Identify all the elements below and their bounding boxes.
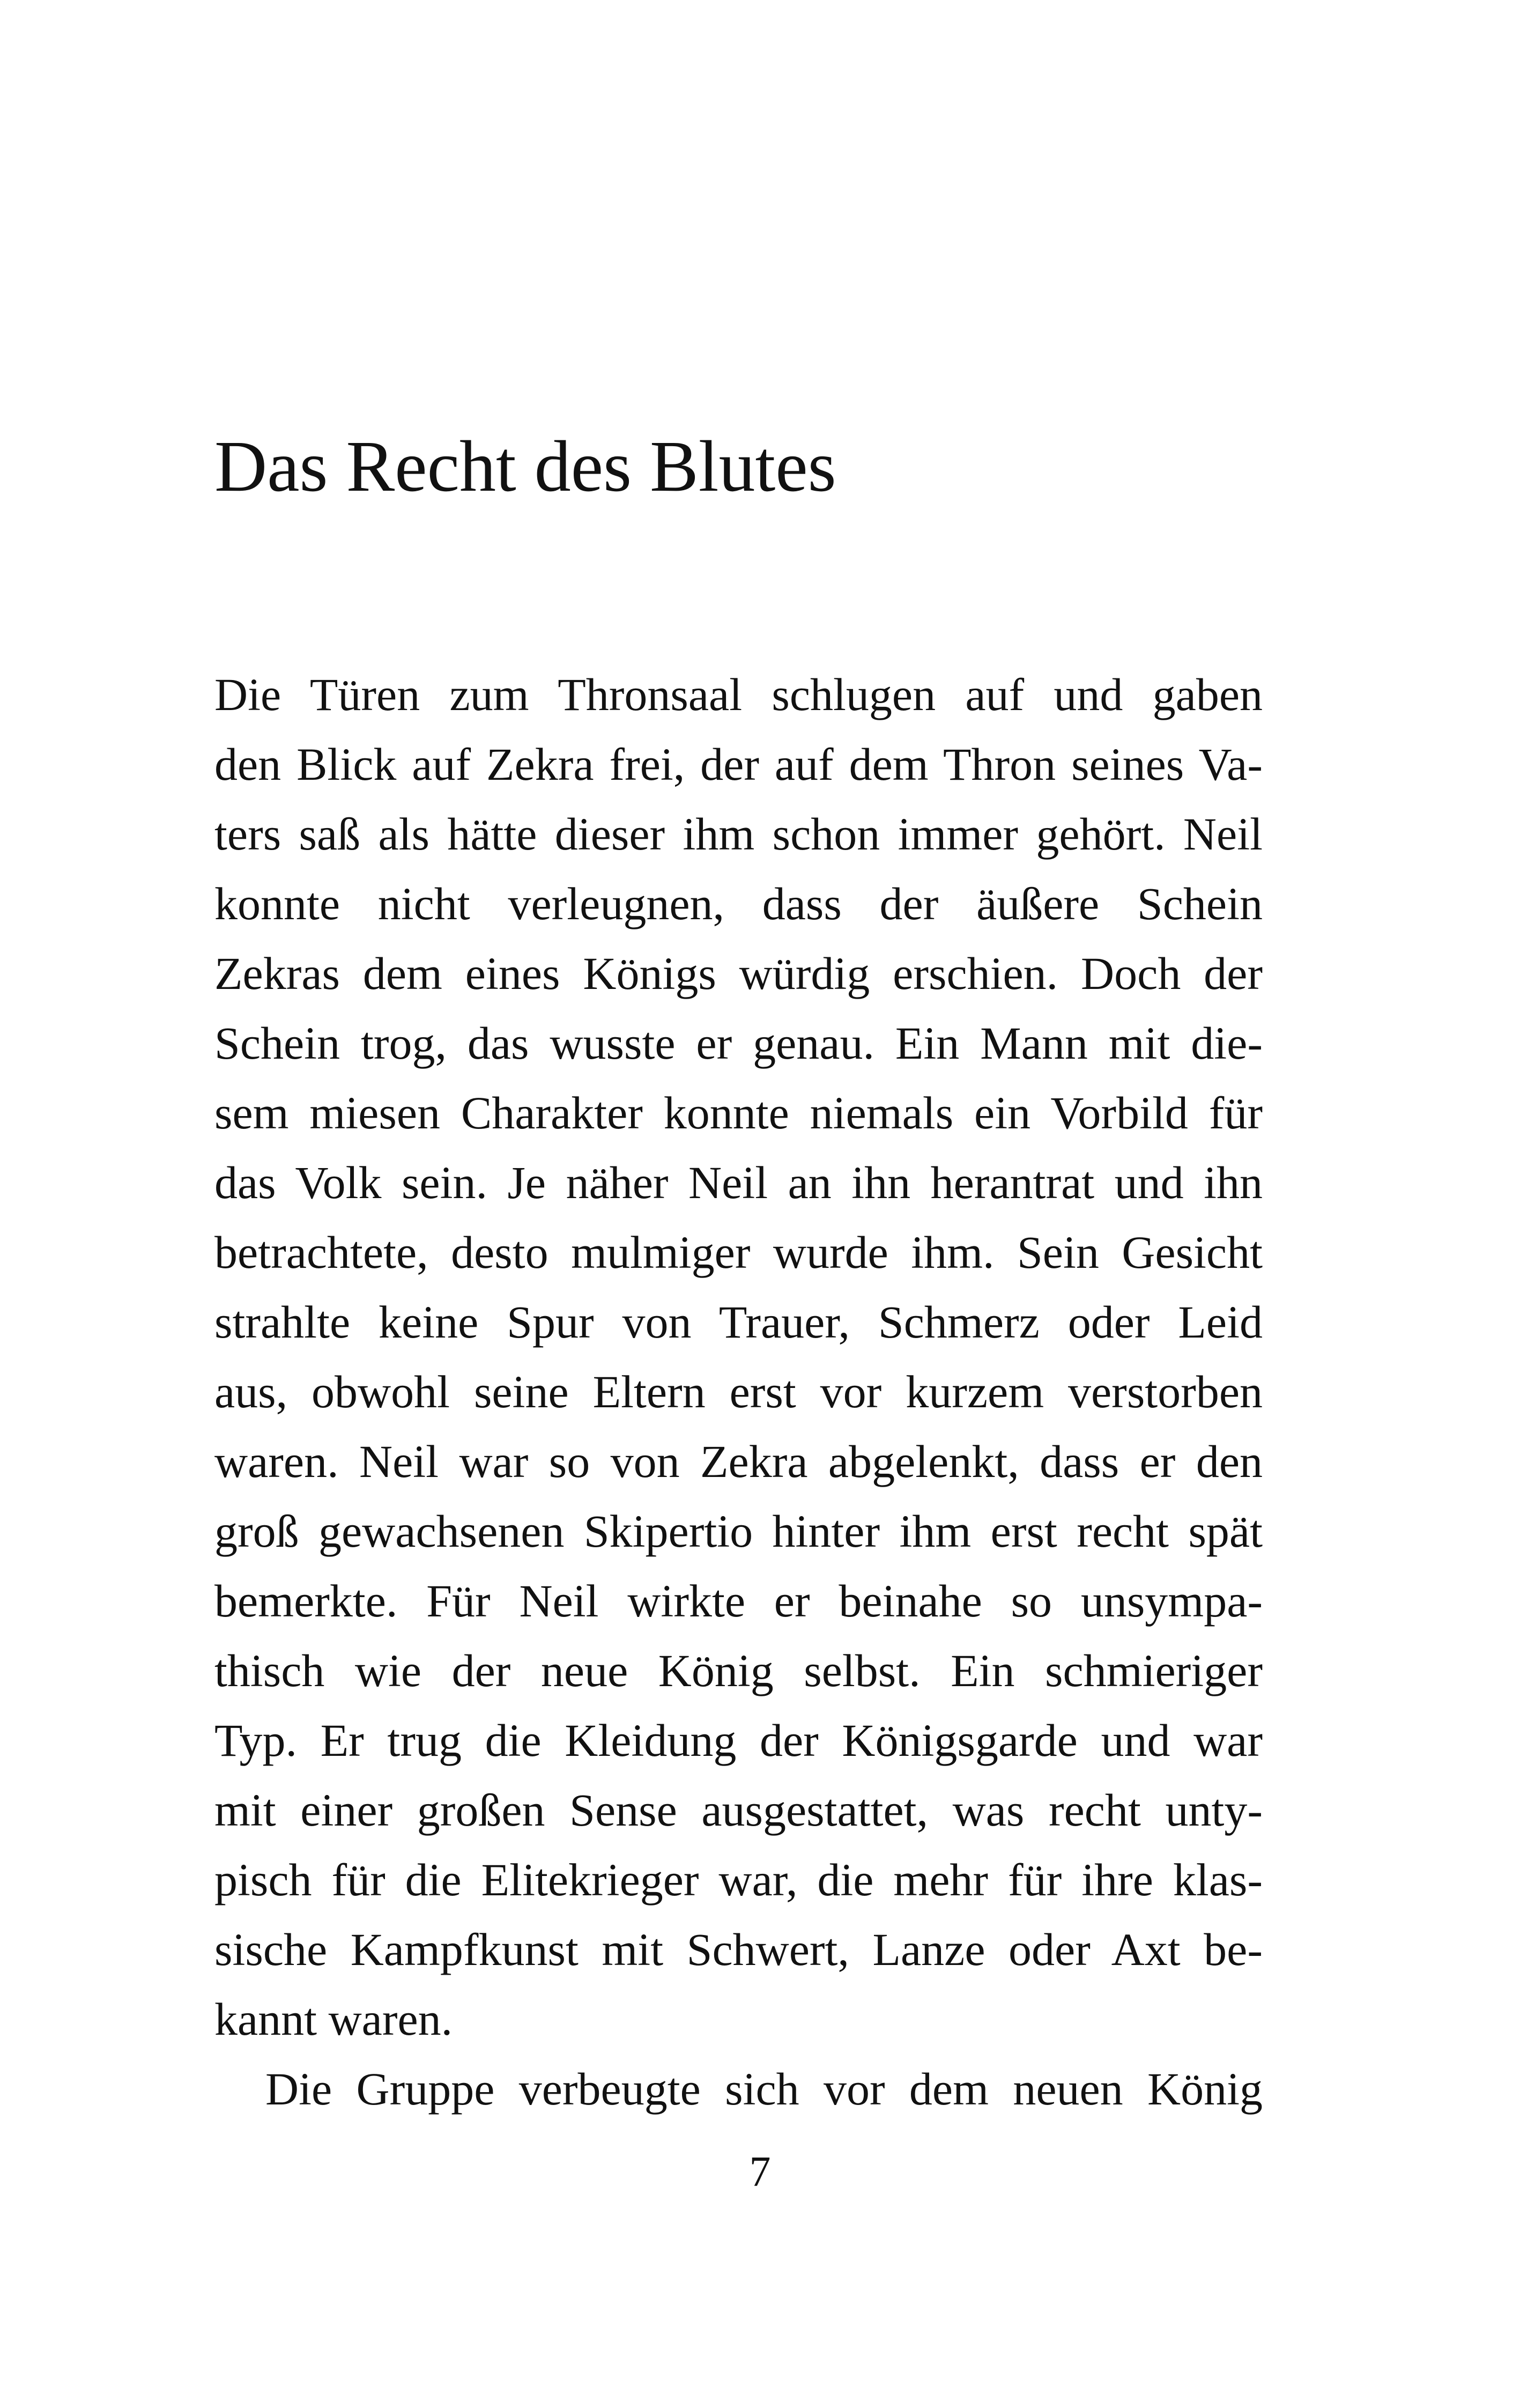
text-line: mit einer großen Sense ausgestattet, was recht unty-: [214, 1784, 1263, 1836]
text-line: groß gewachsenen Skipertio hinter ihm erst recht spät: [214, 1505, 1263, 1557]
chapter-title: Das Recht des Blutes: [214, 426, 836, 507]
body-text: [214, 660, 1263, 2124]
paragraph-end-line: kannt waren.: [214, 1993, 453, 2045]
text-line: sem miesen Charakter konnte niemals ein Vorbild für: [214, 1087, 1263, 1139]
text-line: ters saß als hätte dieser ihm schon immer gehört. Neil: [214, 808, 1263, 860]
page-number: 7: [749, 2148, 771, 2196]
text-line: thisch wie der neue König selbst. Ein schmieriger: [214, 1645, 1263, 1696]
text-line: bemerkte. Für Neil wirkte er beinahe so unsympa-: [214, 1575, 1263, 1627]
text-line: Zekras dem eines Königs würdig erschien. Doch der: [214, 948, 1263, 999]
text-line: Typ. Er trug die Kleidung der Königsgarde und war: [214, 1715, 1263, 1766]
paragraph-start-line: Die Gruppe verbeugte sich vor dem neuen König: [265, 2063, 1263, 2115]
text-line: betrachtete, desto mulmiger wurde ihm. Sein Gesicht: [214, 1227, 1263, 1278]
text-line: sische Kampfkunst mit Schwert, Lanze oder Axt be-: [214, 1924, 1263, 1975]
text-line: Schein trog, das wusste er genau. Ein Mann mit die-: [214, 1017, 1263, 1069]
text-line: das Volk sein. Je näher Neil an ihn herantrat und ihn: [214, 1157, 1263, 1208]
text-line: strahlte keine Spur von Trauer, Schmerz oder Leid: [214, 1296, 1263, 1348]
text-line: konnte nicht verleugnen, dass der äußere Schein: [214, 878, 1263, 929]
text-line: aus, obwohl seine Eltern erst vor kurzem verstorben: [214, 1366, 1263, 1417]
text-line: den Blick auf Zekra frei, der auf dem Thron seines Va-: [214, 738, 1263, 790]
text-line: pisch für die Elitekrieger war, die mehr für ihre klas-: [214, 1854, 1263, 1905]
text-line: waren. Neil war so von Zekra abgelenkt, dass er den: [214, 1436, 1263, 1487]
text-line: Die Türen zum Thronsaal schlugen auf und gaben: [214, 669, 1263, 720]
